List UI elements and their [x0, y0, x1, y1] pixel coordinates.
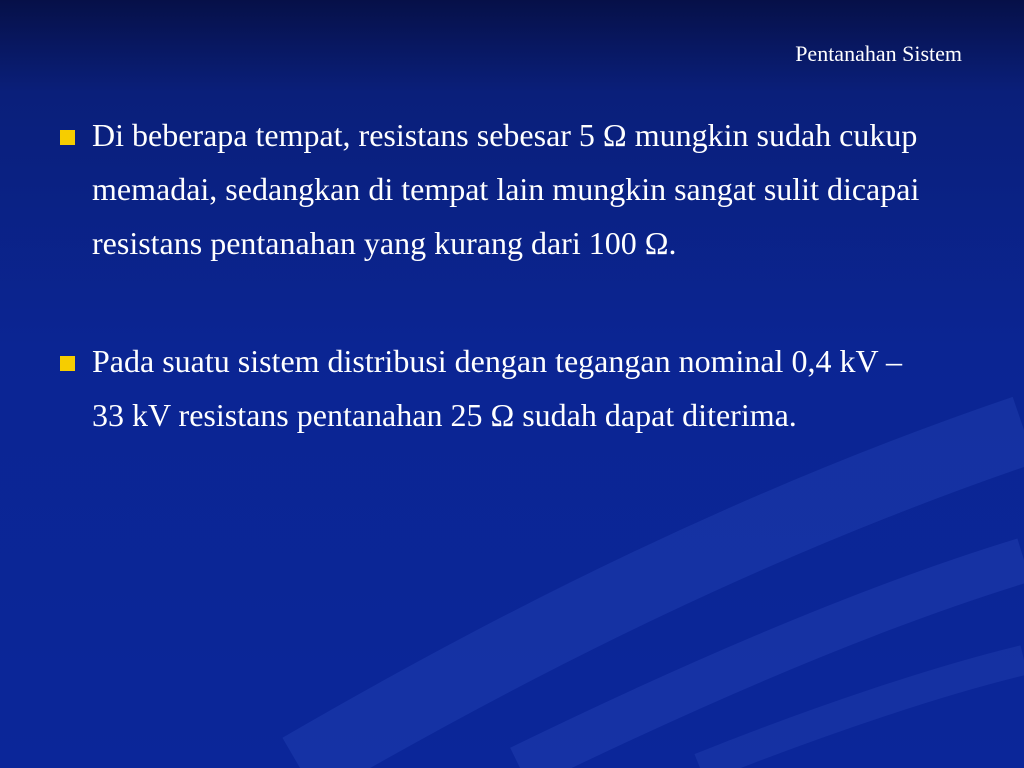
bullet-item [54, 108, 934, 270]
header-title: Pentanahan Sistem [795, 41, 962, 66]
square-bullet-icon [60, 356, 75, 371]
bullet-text: Di beberapa tempat, resistans sebesar 5 Ω mungkin sudah cukup memadai, sedangkan di tempat lain mungkin sangat sulit dicapai resistans pentanahan yang kurang dari 100 Ω. [92, 117, 920, 261]
bullet-text: Pada suatu sistem distribusi dengan tegangan nominal 0,4 kV – 33 kV resistans pentanahan 25 Ω sudah dapat diterima. [92, 343, 902, 433]
bullet-list [54, 108, 934, 506]
bullet-item [54, 334, 934, 442]
square-bullet-icon [60, 130, 75, 145]
